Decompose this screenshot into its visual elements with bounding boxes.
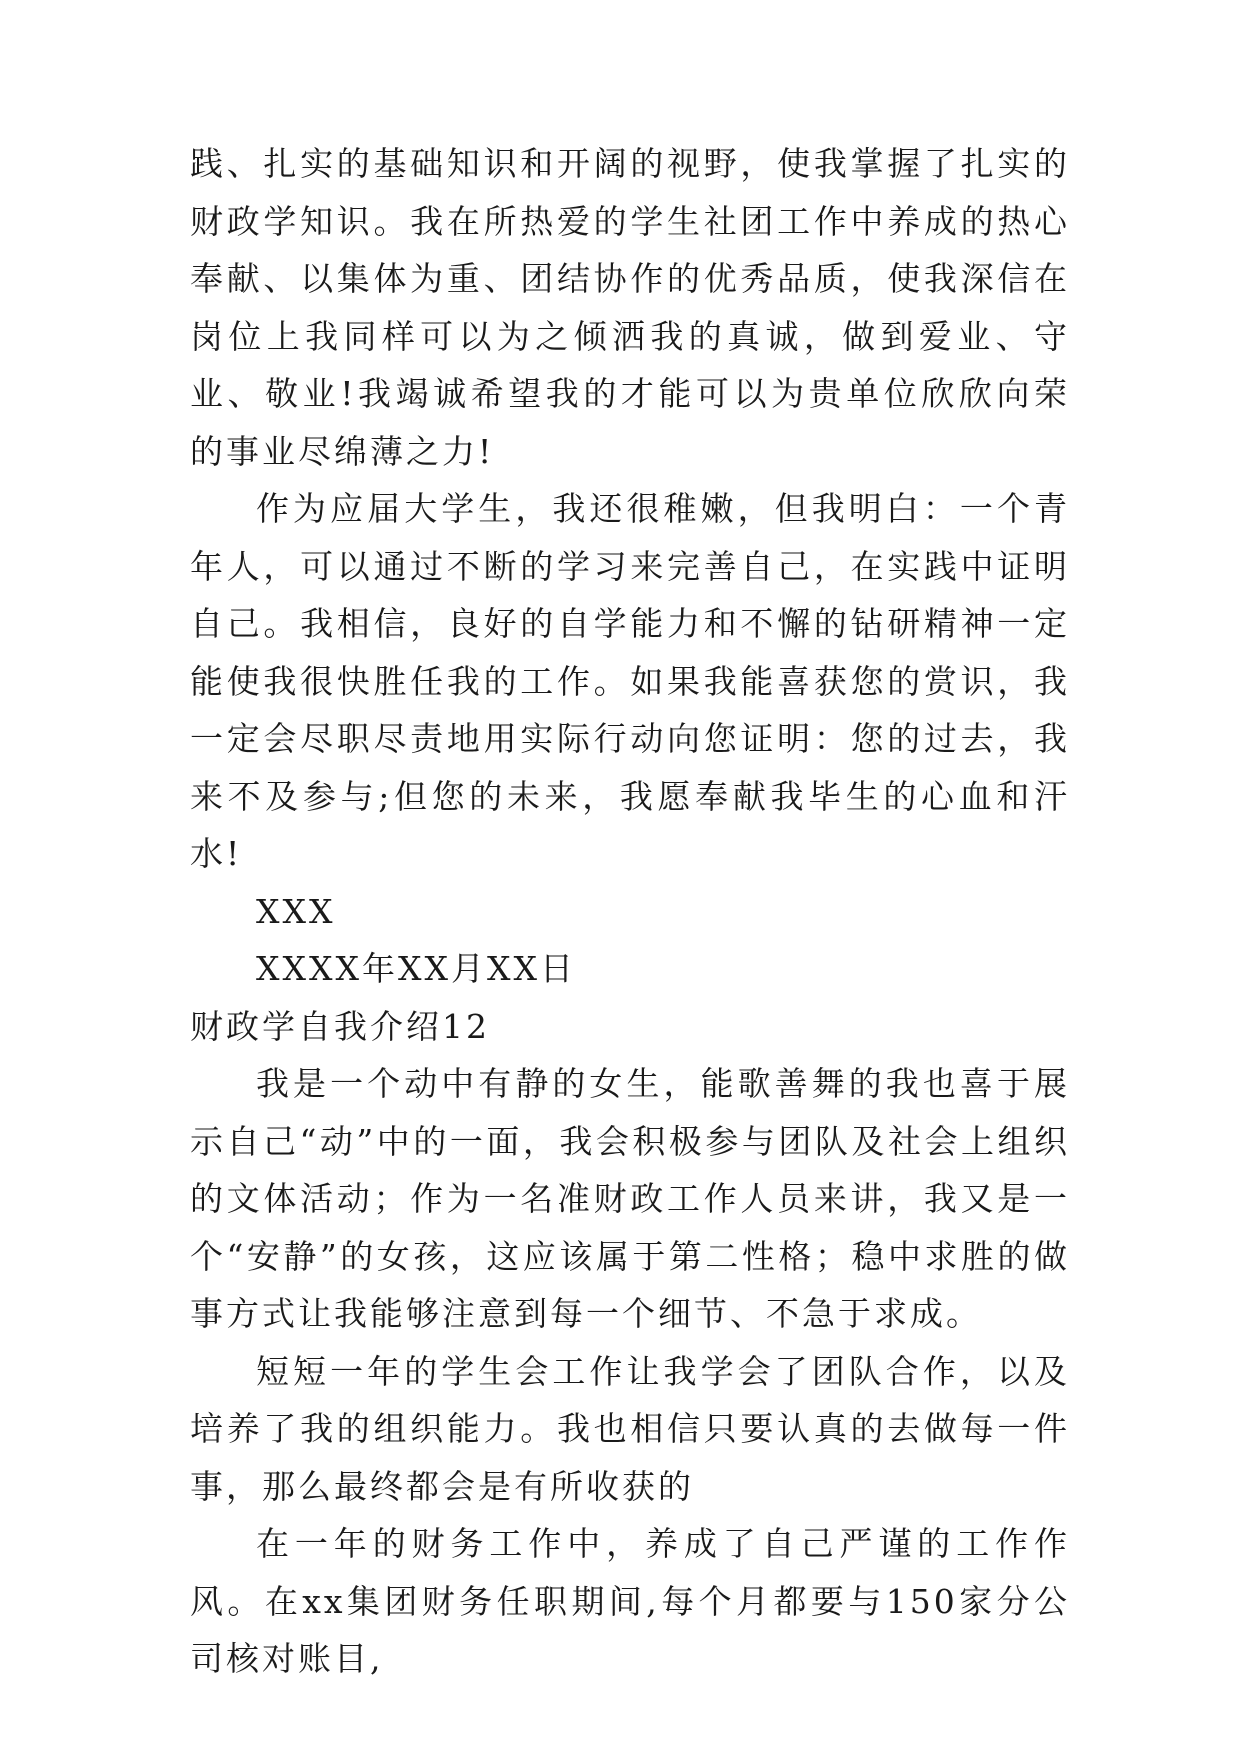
signature-date: XXXX年XX月XX日 [256, 949, 576, 988]
signature-name: XXX [256, 891, 336, 931]
paragraph-personality: 我是一个动中有静的女生，能歌善舞的我也喜于展示自己“动”中的一面，我会积极参与团队及社会上组织的文体活动；作为一名准财政工作人员来讲，我又是一个“安静”的女孩，这应该属于第二性格；稳中求胜的做事方式让我能够注意到每一个细节、不急于求成。 [190, 1064, 1070, 1333]
paragraph-finance-work: 在一年的财务工作中，养成了自己严谨的工作作风。在xx集团财务任职期间,每个月都要与150家分公司核对账目, [190, 1524, 1070, 1678]
paragraph-fresh-graduate: 作为应届大学生，我还很稚嫩，但我明白：一个青年人，可以通过不断的学习来完善自己，在实践中证明自己。我相信，良好的自学能力和不懈的钻研精神一定能使我很快胜任我的工作。如果我能喜获您的赏识，我一定会尽职尽责地用实际行动向您证明：您的过去，我来不及参与;但您的未来，我愿奉献我毕生的心血和汗水! [190, 489, 1070, 873]
document-body [190, 135, 1070, 1688]
paragraph-continuation: 践、扎实的基础知识和开阔的视野，使我掌握了扎实的财政学知识。我在所热爱的学生社团工作中养成的热心奉献、以集体为重、团结协作的优秀品质，使我深信在岗位上我同样可以为之倾洒我的真诚，做到爱业、守业、敬业!我竭诚希望我的才能可以为贵单位欣欣向荣的事业尽绵薄之力! [190, 144, 1070, 471]
section-heading: 财政学自我介绍12 [190, 1006, 490, 1046]
paragraph-student-union: 短短一年的学生会工作让我学会了团队合作，以及培养了我的组织能力。我也相信只要认真的去做每一件事，那么最终都会是有所收获的 [190, 1351, 1070, 1506]
